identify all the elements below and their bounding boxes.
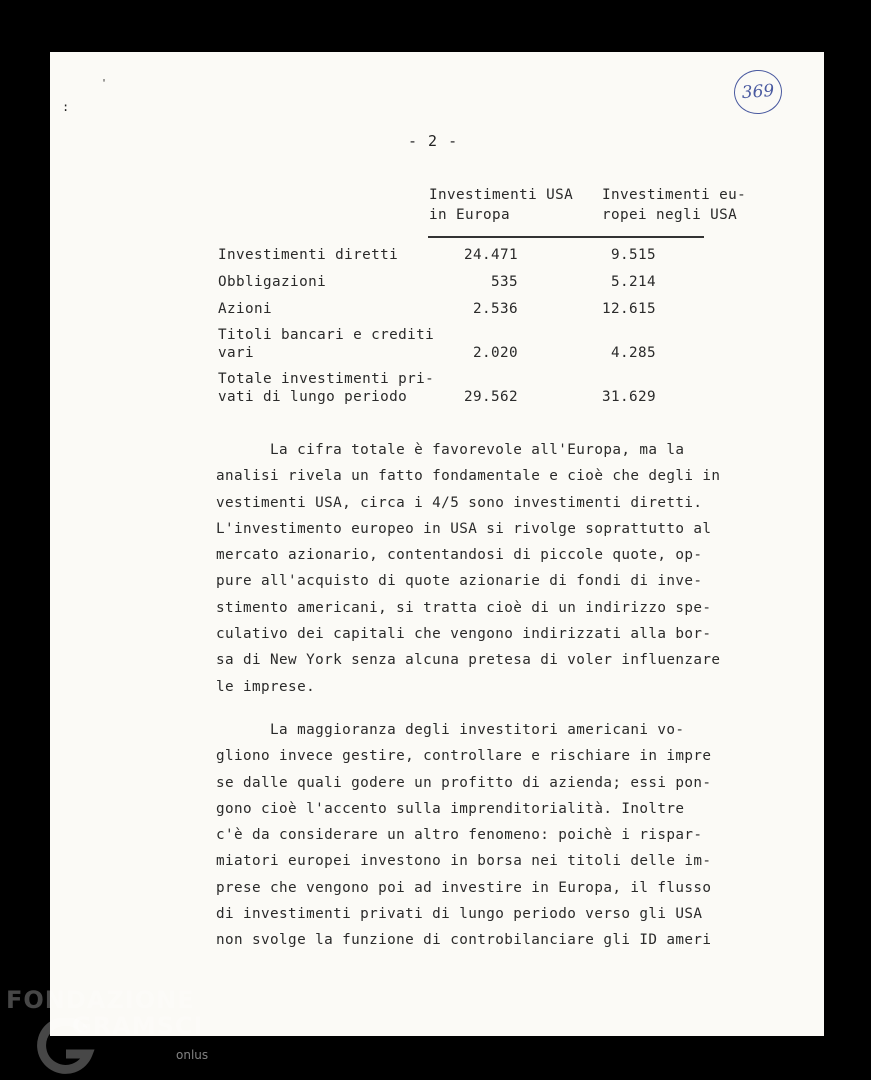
row-value-europei: 31.629 [601,389,656,405]
text-line: miatori europei investono in borsa nei titoli delle im- [216,853,712,870]
row-label: Titoli bancari e crediti vari [218,327,435,361]
text-line: La maggioranza degli investitori americani vo- [216,722,685,738]
row-value-usa: 535 [490,274,518,290]
row-label: Obbligazioni [218,274,327,290]
table-header-usa-in-europa: Investimenti USA in Europa [429,187,574,223]
row-value-europei: 5.214 [610,274,656,290]
row-value-europei: 4.285 [610,345,656,361]
text-line: gliono invece gestire, controllare e rischiare in impre [216,748,712,765]
page-number: - 2 - [408,132,459,150]
row-value-europei: 12.615 [601,301,656,317]
text-line: se dalle quali godere un profitto di azienda; essi pon- [216,774,712,791]
corner-mark-left: : [62,100,70,114]
text-line: non svolge la funzione di controbilanciare gli ID ameri [216,932,712,949]
row-value-usa: 29.562 [463,389,518,405]
text-line: culativo dei capitali che vengono indirizzati alla bor- [216,626,712,643]
watermark-line2: GRAMSCI [72,1012,204,1040]
row-label: Totale investimenti pri- vati di lungo periodo [218,371,435,405]
folio-stamp: 369 [733,68,784,115]
text-line: di investimenti privati di lungo periodo verso gli USA [216,906,703,923]
text-line: vestimenti USA, circa i 4/5 sono investimenti diretti. [216,494,703,511]
paragraph-2 [216,717,736,954]
text-line: c'è da considerare un altro fenomeno: poichè i rispar- [216,827,703,844]
text-line: analisi rivela un fatto fondamentale e cioè che degli in [216,468,721,485]
text-line: stimento americani, si tratta cioè di un indirizzo spe- [216,599,712,616]
text-line: gono cioè l'accento sulla imprenditorialità. Inoltre [216,800,685,817]
text-line: prese che vengono poi ad investire in Europa, il flusso [216,879,712,896]
row-label: Azioni [218,301,273,317]
watermark-line1: FONDAZIONE [6,986,195,1014]
paragraph-1 [216,437,736,700]
row-value-usa: 2.020 [472,345,518,361]
text-line: mercato azionario, contentandosi di piccole quote, op- [216,547,703,564]
row-value-usa: 2.536 [472,301,518,317]
text-line: La cifra totale è favorevole all'Europa, ma la [216,442,685,458]
text-line: pure all'acquisto di quote azionarie di fondi di inve- [216,573,703,590]
row-label: Investimenti diretti [218,247,399,263]
row-value-usa: 24.471 [463,247,518,263]
corner-mark-top: ' [101,78,108,89]
text-line: L'investimento europeo in USA si rivolge soprattutto al [216,520,712,537]
table-header-rule [428,236,704,238]
row-value-europei: 9.515 [610,247,656,263]
text-line: le imprese. [216,678,316,695]
table-header-europei-negli-usa: Investimenti eu- ropei negli USA [602,187,747,223]
watermark-onlus: onlus [176,1048,209,1062]
text-line: sa di New York senza alcuna pretesa di voler influenzare [216,652,721,669]
